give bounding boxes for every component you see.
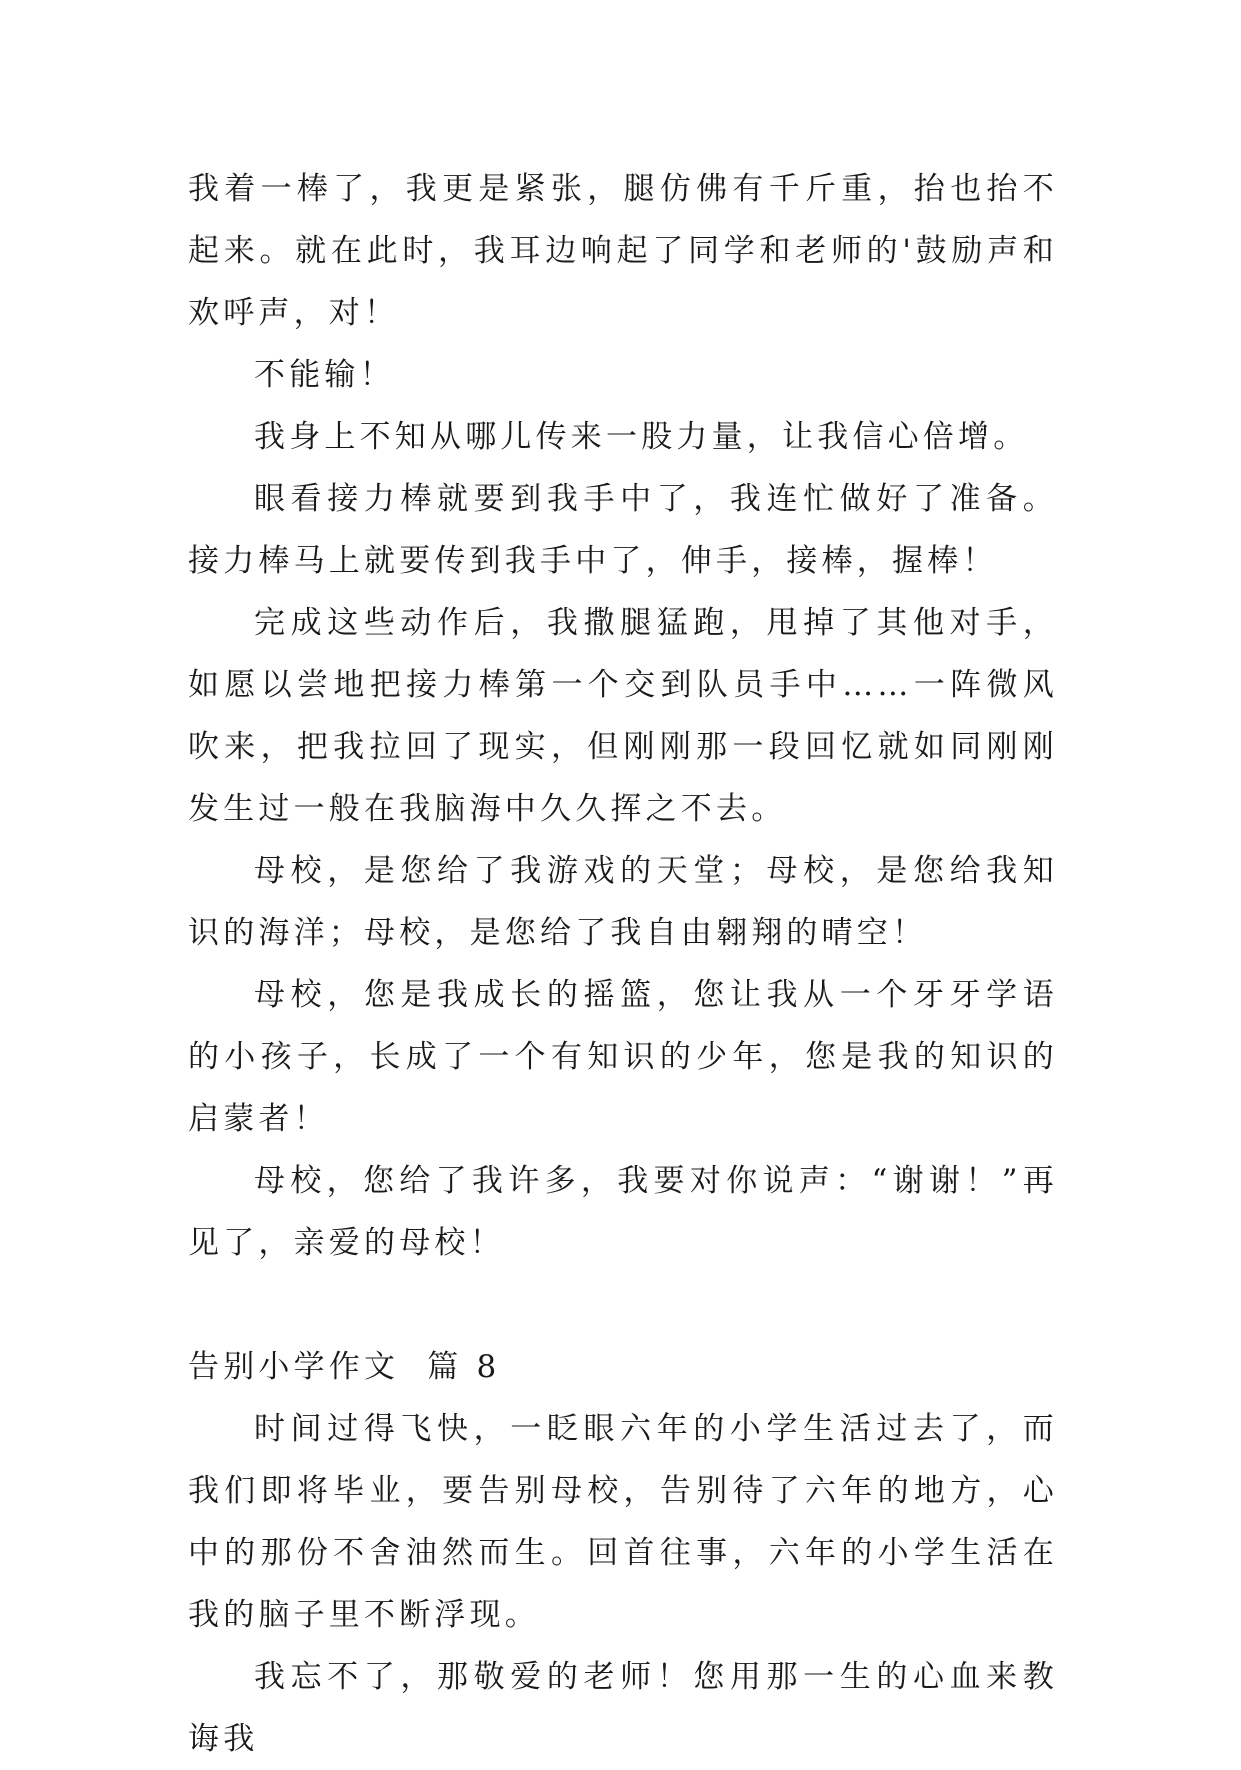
paragraph: 母校，您是我成长的摇篮，您让我从一个牙牙学语的小孩子，长成了一个有知识的少年，您是我的知识的启蒙者！	[188, 977, 1058, 1137]
paragraph: 母校，您给了我许多，我要对你说声：“谢谢！”再见了，亲爱的母校！	[188, 1163, 1058, 1261]
paragraph: 不能输！	[254, 357, 395, 393]
section-heading: 告别小学作文 篇 8	[188, 1349, 501, 1385]
paragraph: 眼看接力棒就要到我手中了，我连忙做好了准备。接力棒马上就要传到我手中了，伸手，接棒，握棒！	[188, 481, 1058, 579]
paragraph: 完成这些动作后，我撒腿猛跑，甩掉了其他对手，如愿以尝地把接力棒第一个交到队员手中……一阵微风吹来，把我拉回了现实，但刚刚那一段回忆就如同刚刚发生过一般在我脑海中久久挥之不去。	[188, 605, 1058, 827]
paragraph: 我忘不了，那敬爱的老师！您用那一生的心血来教诲我	[188, 1659, 1058, 1757]
section-gap	[188, 1274, 1058, 1336]
paragraph: 母校，是您给了我游戏的天堂；母校，是您给我知识的海洋；母校，是您给了我自由翱翔的晴空！	[188, 853, 1058, 951]
paragraph: 我着一棒了，我更是紧张，腿仿佛有千斤重，抬也抬不起来。就在此时，我耳边响起了同学和老师的'鼓励声和欢呼声，对！	[188, 171, 1058, 331]
paragraph: 我身上不知从哪儿传来一股力量，让我信心倍增。	[254, 419, 1029, 455]
document-body	[188, 158, 1058, 1770]
paragraph: 时间过得飞快，一眨眼六年的小学生活过去了，而我们即将毕业，要告别母校，告别待了六年的地方，心中的那份不舍油然而生。回首往事，六年的小学生活在我的脑子里不断浮现。	[188, 1411, 1058, 1633]
